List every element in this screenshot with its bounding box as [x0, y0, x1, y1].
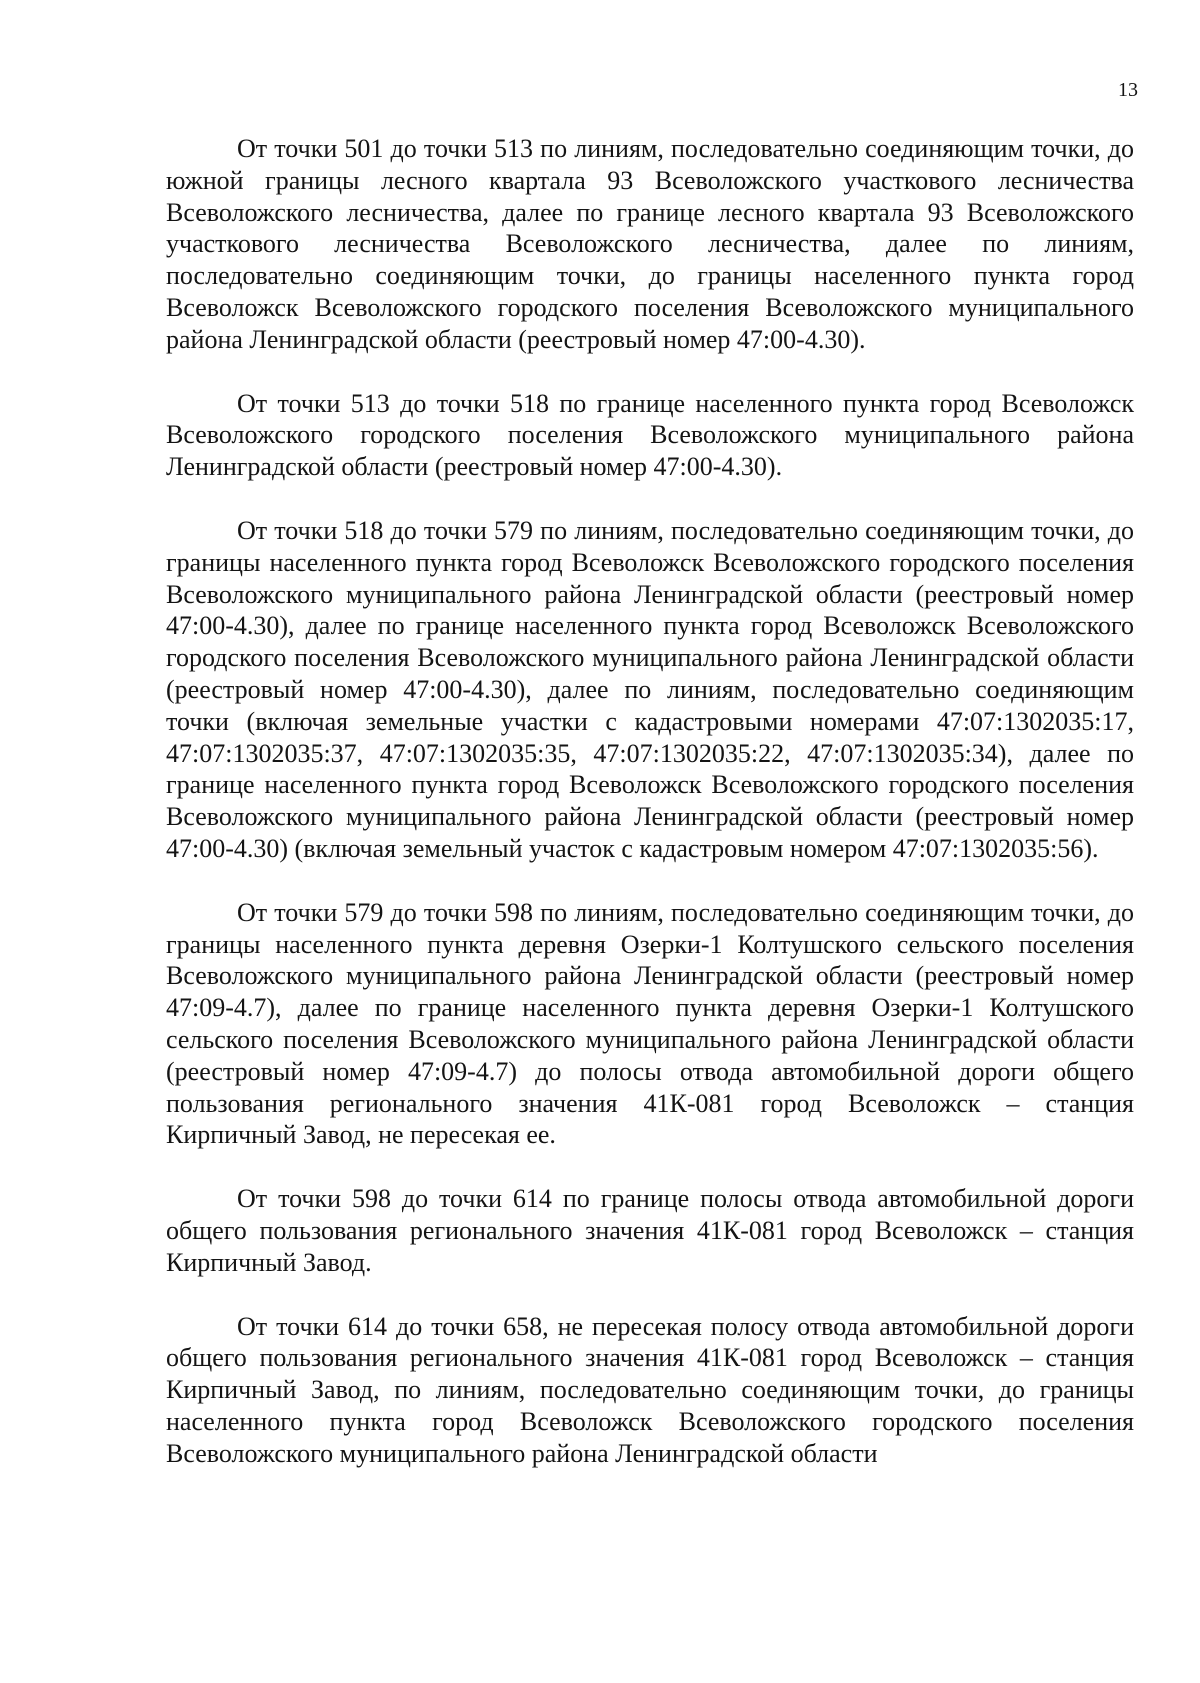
paragraph-points-598-614: От точки 598 до точки 614 по границе полосы отвода автомобильной дороги общего пользования регионального значения 41К-081 город Всеволожск – станция Кирпичный Завод. [166, 1184, 1134, 1277]
paragraph-points-579-598: От точки 579 до точки 598 по линиям, последовательно соединяющим точки, до границы населенного пункта деревня Озерки-1 Колтушского сельского поселения Всеволожского муниципального района Ленинградской области (реестровый номер 47:09-4.7), далее по границе населенного пункта деревня Озерки-1 Колтушского сельского поселения Всеволожского муниципального района Ленинградской области (реестровый номер 47:09-4.7) до полосы отвода автомобильной дороги общего пользования регионального значения 41К-081 город Всеволожск – станция Кирпичный Завод, не пересекая ее. [166, 897, 1134, 1150]
paragraph-points-513-518: От точки 513 до точки 518 по границе населенного пункта город Всеволожск Всеволожского городского поселения Всеволожского муниципального района Ленинградской области (реестровый номер 47:00-4.30). [166, 388, 1134, 482]
paragraph-points-518-579: От точки 518 до точки 579 по линиям, последовательно соединяющим точки, до границы населенного пункта город Всеволожск Всеволожского городского поселения Всеволожского муниципального района Ленинградской области (реестровый номер 47:00-4.30), далее по границе населенного пункта город Всеволожск Всеволожского городского поселения Всеволожского муниципального района Ленинградской области (реестровый номер 47:00-4.30), далее по линиям, последовательно соединяющим точки (включая земельные участки с кадастровыми номерами 47:07:1302035:17, 47:07:1302035:37, 47:07:1302035:35, 47:07:1302035:22, 47:07:1302035:34), далее по границе населенного пункта город Всеволожск Всеволожского городского поселения Всеволожского муниципального района Ленинградской области (реестровый номер 47:00-4.30) (включая земельный участок с кадастровым номером 47:07:1302035:56). [166, 515, 1134, 863]
paragraph-points-614-658: От точки 614 до точки 658, не пересекая полосу отвода автомобильной дороги общего пользования регионального значения 41К-081 город Всеволожск – станция Кирпичный Завод, по линиям, последовательно соединяющим точки, до границы населенного пункта город Всеволожск Всеволожского городского поселения Всеволожского муниципального района Ленинградской области [166, 1311, 1134, 1468]
document-body [166, 133, 1134, 1469]
page-number: 13 [1118, 79, 1138, 101]
paragraph-points-501-513: От точки 501 до точки 513 по линиям, последовательно соединяющим точки, до южной границы лесного квартала 93 Всеволожского участкового лесничества Всеволожского лесничества, далее по границе лесного квартала 93 Всеволожского участкового лесничества Всеволожского лесничества, далее по линиям, последовательно соединяющим точки, до границы населенного пункта город Всеволожск Всеволожского городского поселения Всеволожского муниципального района Ленинградской области (реестровый номер 47:00-4.30). [166, 134, 1134, 354]
